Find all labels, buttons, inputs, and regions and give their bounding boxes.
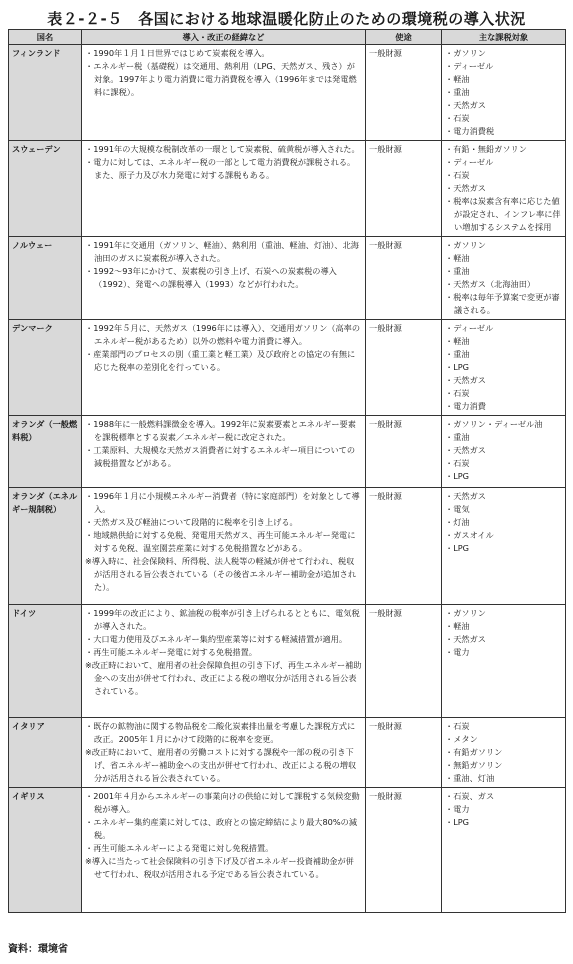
- header-use: 使途: [366, 30, 442, 45]
- tax-item: ・天然ガス: [445, 491, 486, 501]
- history-cell: [82, 320, 366, 416]
- history-item: ・1992年５月に、天然ガス（1996年には導入）、交通用ガソリン（高率のエネルギー税があるため）以外の燃料や電力消費に導入。: [85, 323, 361, 346]
- country-cell: ドイツ: [9, 605, 82, 718]
- tax-item: ・石炭: [445, 170, 470, 180]
- history-item: ・工業原料、大規模な天然ガス消費者に対するエネルギー項目についての減税措置などがある。: [85, 445, 356, 468]
- country-cell: イギリス: [9, 788, 82, 913]
- history-list: [85, 720, 362, 785]
- taxes-cell: [442, 488, 566, 605]
- table-row: [9, 141, 566, 237]
- tax-item: ・石炭、ガス: [445, 791, 495, 801]
- history-item: ・電力に対しては、エネルギー税の一部として電力消費税が課税される。また、原子力及び水力発電に対する課税もある。: [85, 157, 356, 180]
- taxes-list: [445, 720, 562, 785]
- tax-item: ・LPG: [445, 471, 470, 481]
- tax-item: ・石炭: [445, 721, 470, 731]
- taxes-list: [445, 790, 562, 829]
- history-list: [85, 490, 362, 594]
- table-body: [9, 45, 566, 913]
- tax-item: ・電力消費: [445, 401, 486, 411]
- country-cell: オランダ（エネルギー規制税）: [9, 488, 82, 605]
- use-cell: 一般財源: [366, 718, 442, 788]
- taxes-list: [445, 47, 562, 138]
- history-item: ・既存の鉱物油に関する物品税を二酸化炭素排出量を考慮した課税方式に改正。2005年１月にかけて段階的に税率を変更。: [85, 721, 356, 744]
- tax-item: ・ガソリン: [445, 608, 486, 618]
- history-cell: [82, 141, 366, 237]
- table-row: [9, 45, 566, 141]
- country-cell: デンマーク: [9, 320, 82, 416]
- history-list: [85, 607, 362, 698]
- header-country: 国名: [9, 30, 82, 45]
- history-item: ※導入時に、社会保険料、所得税、法人税等の軽減が併せて行われ、税収が活用される旨公表されている（その後省エネルギー補助金が追加された）。: [85, 556, 357, 592]
- tax-item: ・天然ガス: [445, 375, 486, 385]
- history-item: ・2001年４月からエネルギーの事業向けの供給に対して課税する気候変動税が導入。: [85, 791, 360, 814]
- history-list: [85, 143, 362, 182]
- table-title: 表２-２-５ 各国における地球温暖化防止のための環境税の導入状況: [47, 10, 526, 28]
- use-cell: 一般財源: [366, 788, 442, 913]
- history-cell: [82, 416, 366, 488]
- tax-item: ・重油: [445, 266, 470, 276]
- tax-item: ・有鉛・無鉛ガソリン: [445, 144, 527, 154]
- header-taxes: 主な課税対象: [442, 30, 566, 45]
- tax-item: ・ガソリン: [445, 240, 486, 250]
- use-cell: 一般財源: [366, 45, 442, 141]
- country-cell: イタリア: [9, 718, 82, 788]
- tax-item: ・ガソリン: [445, 48, 486, 58]
- use-cell: 一般財源: [366, 320, 442, 416]
- table-row: [9, 237, 566, 320]
- taxes-cell: [442, 788, 566, 913]
- use-cell: 一般財源: [366, 488, 442, 605]
- history-item: ※改正時において、雇用者の社会保障負担の引き下げ、再生エネルギー補助金への支出が併せて行われ、改正による税の増収分が活用される旨公表されている。: [85, 660, 362, 696]
- tax-item: ・電力: [445, 647, 470, 657]
- taxes-cell: [442, 141, 566, 237]
- history-item: ・再生可能エネルギー発電に対する免税措置。: [85, 647, 257, 657]
- history-item: ・1999年の改正により、鉱油税の税率が引き上げられるとともに、電気税が導入された。: [85, 608, 360, 631]
- tax-item: ・税率は炭素含有率に応じた値が設定され、インフレ率に伴い増加するシステムを採用: [445, 196, 561, 232]
- history-item: ※導入に当たって社会保険料の引き下げ及び省エネルギー投資補助金が併せて行われ、税収が活用される予定である旨公表されている。: [85, 856, 354, 879]
- history-list: [85, 47, 362, 99]
- tax-item: ・天然ガス（北海油田）: [445, 279, 536, 289]
- table-row: [9, 605, 566, 718]
- history-cell: [82, 237, 366, 320]
- tax-item: ・ディーゼル: [445, 61, 494, 71]
- tax-item: ・重油、灯油: [445, 773, 495, 783]
- table-row: [9, 718, 566, 788]
- tax-item: ・ディーゼル: [445, 157, 494, 167]
- taxes-cell: [442, 45, 566, 141]
- tax-item: ・天然ガス: [445, 445, 486, 455]
- use-cell: 一般財源: [366, 141, 442, 237]
- taxes-cell: [442, 718, 566, 788]
- tax-item: ・天然ガス: [445, 100, 486, 110]
- tax-item: ・石炭: [445, 458, 470, 468]
- tax-item: ・灯油: [445, 517, 470, 527]
- tax-item: ・LPG: [445, 543, 470, 553]
- use-cell: 一般財源: [366, 416, 442, 488]
- taxes-list: [445, 607, 562, 659]
- tax-item: ・ガソリン・ディーゼル油: [445, 419, 543, 429]
- tax-item: ・ディーゼル: [445, 323, 494, 333]
- tax-item: ・軽油: [445, 336, 470, 346]
- history-cell: [82, 45, 366, 141]
- taxes-cell: [442, 416, 566, 488]
- history-cell: [82, 788, 366, 913]
- history-item: ・1992～93年にかけて、炭素税の引き上げ、石炭への炭素税の導入（1992）、発電への課税導入（1993）などが行われた。: [85, 266, 337, 289]
- history-item: ・再生可能エネルギーによる発電に対し免税措置。: [85, 843, 274, 853]
- country-cell: ノルウェー: [9, 237, 82, 320]
- history-item: ・エネルギー税（基礎税）は交通用、熱利用（LPG、天然ガス、残さ）が対象。1997年より電力消費に電力消費税を導入（1996年までは発電燃料に課税）。: [85, 61, 357, 97]
- taxes-list: [445, 322, 562, 413]
- table-row: [9, 320, 566, 416]
- tax-item: ・天然ガス: [445, 634, 486, 644]
- taxes-list: [445, 143, 562, 234]
- tax-item: ・LPG: [445, 362, 470, 372]
- taxes-list: [445, 490, 562, 555]
- history-item: ・地域熱供給に対する免税、発電用天然ガス、再生可能エネルギー発電に対する免税、温室園芸産業に対する免税措置などがある。: [85, 530, 356, 553]
- use-cell: 一般財源: [366, 605, 442, 718]
- history-list: [85, 239, 362, 291]
- tax-item: ・無鉛ガソリン: [445, 760, 503, 770]
- tax-item: ・電力: [445, 804, 470, 814]
- table-row: [9, 788, 566, 913]
- tax-item: ・電気: [445, 504, 470, 514]
- tax-item: ・重油: [445, 349, 470, 359]
- history-cell: [82, 605, 366, 718]
- history-list: [85, 322, 362, 374]
- history-item: ・エネルギー集約産業に対しては、政府との協定締結により最大80%の減税。: [85, 817, 358, 840]
- history-item: ・1991年に交通用（ガソリン、軽油）、熱利用（重油、軽油、灯油）、北海油田のガスに炭素税が導入された。: [85, 240, 359, 263]
- history-item: ・天然ガス及び軽油について段階的に税率を引き上げる。: [85, 517, 298, 527]
- tax-item: ・軽油: [445, 621, 470, 631]
- tax-item: ・天然ガス: [445, 183, 486, 193]
- history-list: [85, 790, 362, 881]
- table-header-row: [9, 30, 566, 45]
- tax-item: ・電力消費税: [445, 126, 495, 136]
- country-cell: オランダ（一般燃料税）: [9, 416, 82, 488]
- taxes-list: [445, 418, 562, 483]
- history-list: [85, 418, 362, 470]
- table-row: [9, 488, 566, 605]
- use-cell: 一般財源: [366, 237, 442, 320]
- table-row: [9, 416, 566, 488]
- history-item: ・1991年の大規模な税制改革の一環として炭素税、硫黄税が導入された。: [85, 144, 360, 154]
- tax-item: ・軽油: [445, 74, 470, 84]
- tax-item: ・石炭: [445, 388, 470, 398]
- source-note: 資料：環境省: [8, 944, 68, 955]
- tax-item: ・軽油: [445, 253, 470, 263]
- taxes-cell: [442, 237, 566, 320]
- history-item: ・1990年１月１日世界ではじめて炭素税を導入。: [85, 48, 270, 58]
- tax-item: ・石炭: [445, 113, 470, 123]
- history-cell: [82, 488, 366, 605]
- history-item: ・産業部門のプロセスの別（重工業と軽工業）及び政府との協定の有無に応じた税率の差別化を行っている。: [85, 349, 356, 372]
- taxes-cell: [442, 605, 566, 718]
- taxes-cell: [442, 320, 566, 416]
- environmental-tax-table: [8, 29, 566, 913]
- tax-item: ・ガスオイル: [445, 530, 494, 540]
- history-cell: [82, 718, 366, 788]
- tax-item: ・LPG: [445, 817, 470, 827]
- history-item: ・大口電力使用及びエネルギー集約型産業等に対する軽減措置が適用。: [85, 634, 348, 644]
- tax-item: ・有鉛ガソリン: [445, 747, 503, 757]
- tax-item: ・重油: [445, 87, 470, 97]
- history-item: ・1996年１月に小規模エネルギー消費者（特に家庭部門）を対象として導入。: [85, 491, 360, 514]
- country-cell: フィンランド: [9, 45, 82, 141]
- tax-item: ・重油: [445, 432, 470, 442]
- header-history: 導入・改正の経緯など: [82, 30, 366, 45]
- history-item: ※改正時において、雇用者の労働コストに対する課税や一部の税の引き下げ、省エネルギー補助金への支出が併せて行われ、改正による税の増収分が活用される旨公表されている。: [85, 747, 357, 783]
- tax-item: ・税率は毎年予算案で変更が審議される。: [445, 292, 560, 315]
- country-cell: スウェーデン: [9, 141, 82, 237]
- history-item: ・1988年に一般燃料課徴金を導入。1992年に炭素要素とエネルギー要素を課税標準とする炭素／エネルギー税に改定された。: [85, 419, 356, 442]
- taxes-list: [445, 239, 562, 317]
- tax-item: ・メタン: [445, 734, 478, 744]
